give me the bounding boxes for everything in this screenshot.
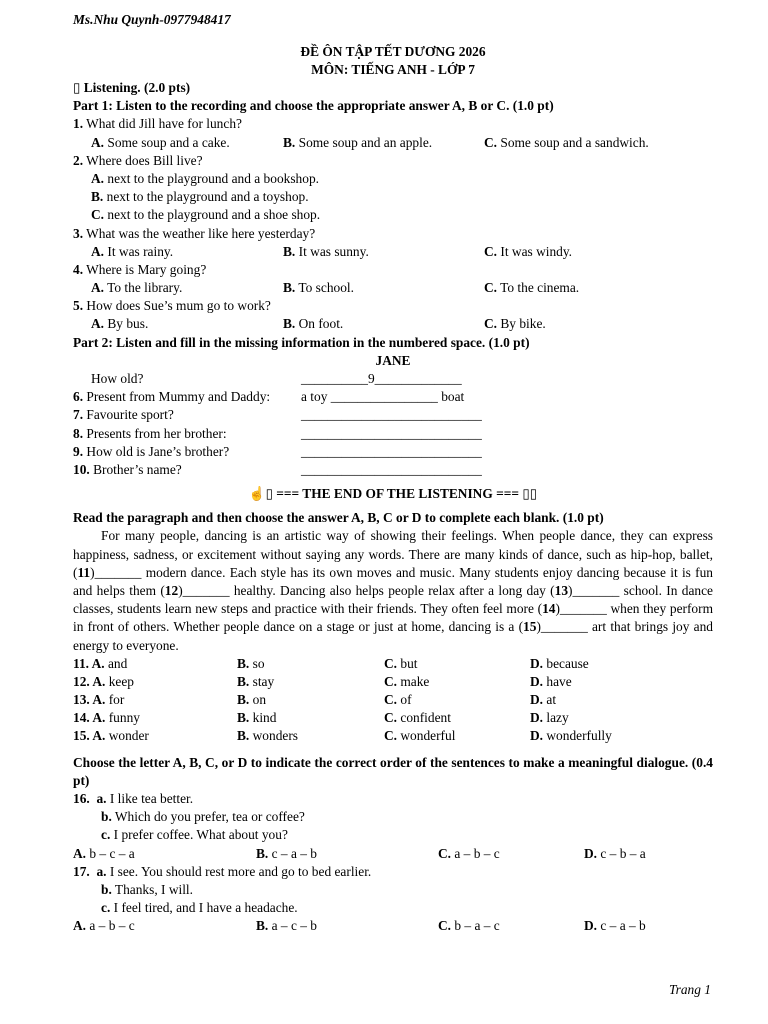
option-b: B. Some soup and an apple. [283,134,433,150]
option-b: B. It was sunny. [283,243,369,259]
dialogue-heading: Choose the letter A, B, C, or D to indicate the correct order of the sentences to make a meaningful dialogue. (0.4 pt) [73,754,713,788]
question-5: 5. How does Sue’s mum go to work? [73,298,271,314]
reading-options-11: 11. A. and B. so C. but D. because [73,655,589,671]
option-a: A. It was rainy. [91,243,174,259]
listening-heading: ▯ Listening. (2.0 pts) [73,80,191,95]
question-16-options: A. b – c – a B. c – a – b C. a – b – c D. c – b – a [73,845,646,861]
option-c: C. next to the playground and a shoe shop. [91,207,321,223]
option-a: A. To the library. [91,280,183,296]
title-line-2: MÔN: TIẾNG ANH - LỚP 7 [311,62,475,77]
question-1: 1. What did Jill have for lunch? [73,116,242,132]
reading-paragraph: For many people, dancing is an artistic way of showing their feelings. When people dance, they can express happiness, sadness, or excitement without saying any words. There are many kinds of dance, such as hip-hop, ballet, (11)_______ modern dance. Each style has its own moves and music. Many students enjoy dancing because it is fun and helps them (12)_______ healthy. Dancing also helps people relax after a long day (13)_______ school. In dance classes, students learn new steps and practice with their friends. They often feel more (14)_______ when they perform in front of others. Whether people dance on a stage or just at home, dancing is a (15)_______ art that brings joy and energy to everyone. [73,528,713,653]
part2-heading: Part 2: Listen and fill in the missing information in the numbered space. (1.0 pt) [73,334,530,350]
fill-row-8: 8. Presents from her brother: ___________________________ [73,425,482,441]
option-b: B. next to the playground and a toyshop. [91,189,309,205]
option-a: A. next to the playground and a bookshop. [91,170,319,186]
option-a: A. Some soup and a cake. [91,134,230,150]
fill-row-7: 7. Favourite sport? ___________________________ [73,407,482,423]
option-c: C. By bike. [484,316,546,332]
question-3: 3. What was the weather like here yesterday? [73,225,316,241]
reading-options-12: 12. A. keep B. stay C. make D. have [73,673,572,689]
option-b: B. To school. [283,280,354,296]
author-header: Ms.Nhu Quynh-0977948417 [73,12,231,27]
reading-options-14: 14. A. funny B. kind C. confident D. lazy [73,710,569,726]
reading-options-15: 15. A. wonder B. wonders C. wonderful D. wonderfully [73,728,612,744]
question-17: 17. a. I see. You should rest more and go to bed earlier. [73,863,372,879]
option-b: B. On foot. [283,316,344,332]
question-16: 16. a. I like tea better. [73,791,194,807]
exam-page [73,10,713,936]
reading-options-13: 13. A. for B. on C. of D. at [73,692,557,708]
option-c: C. To the cinema. [484,280,580,296]
title-line-1: ĐỀ ÔN TẬP TẾT DƯƠNG 2026 [300,44,486,59]
end-of-listening: ☝▯ === THE END OF THE LISTENING === ▯▯ [248,486,538,502]
option-a: A. By bus. [91,316,149,332]
question-4-options [73,279,713,297]
question-3-options [73,243,713,261]
fill-row-6: 6. Present from Mummy and Daddy: a toy ________________ boat [73,389,465,405]
part1-heading: Part 1: Listen to the recording and choose the appropriate answer A, B or C. (1.0 pt) [73,98,554,114]
option-c: C. It was windy. [484,243,573,259]
question-16-b: b. Which do you prefer, tea or coffee? [101,809,305,825]
part2-name: JANE [375,352,411,368]
fill-row-how-old: How old? __________9_____________ [91,371,462,386]
question-17-b: b. Thanks, I will. [101,882,194,898]
page-number: Trang 1 [668,982,711,997]
fill-row-10: 10. Brother’s name? ___________________________ [73,461,482,477]
question-5-options [73,315,713,333]
question-1-options [73,134,713,152]
question-4: 4. Where is Mary going? [73,261,207,277]
question-17-c: c. I feel tired, and I have a headache. [101,900,298,916]
reading-heading: Read the paragraph and then choose the answer A, B, C or D to complete each blank. (1.0 pt) [73,510,604,526]
question-17-options: A. a – b – c B. a – c – b C. b – a – c D. c – a – b [73,918,646,934]
fill-row-9: 9. How old is Jane’s brother? ___________________________ [73,443,482,459]
question-16-c: c. I prefer coffee. What about you? [101,827,288,843]
exam-title [73,43,713,79]
question-2: 2. Where does Bill live? [73,152,203,168]
option-c: C. Some soup and a sandwich. [484,134,649,150]
